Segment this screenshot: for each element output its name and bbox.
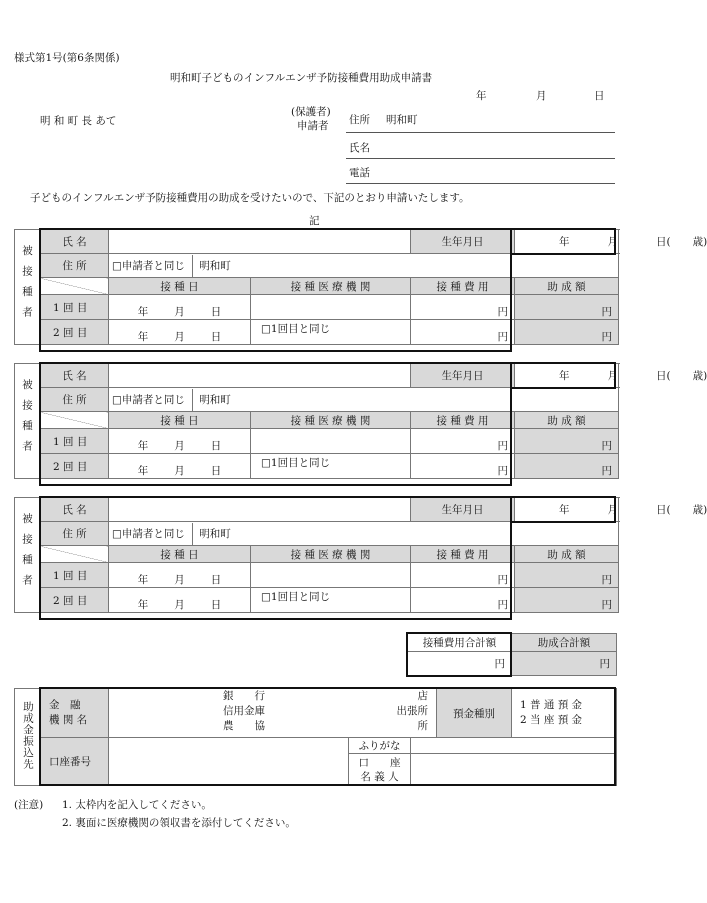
applicant-label: 申請者 [297,120,329,132]
note-2: 2. 裏面に医療機関の領収書を添付してください。 [62,817,296,829]
birthdate-label: 生年月日 [411,364,515,388]
institution-label: 金 融 機 関 名 [41,689,109,738]
account-holder-field[interactable] [411,754,617,786]
furigana-label: ふりがな [349,738,411,754]
recipient-name-field[interactable] [109,230,411,254]
first-dose-date[interactable]: 年 月 日 [109,563,251,588]
second-dose-facility[interactable] [251,320,411,345]
notes-label: (注意) [14,799,44,811]
first-dose-cost[interactable]: 円 [411,429,515,454]
col-subsidy-amount: 助 成 額 [515,278,619,295]
recipient-name-field[interactable] [109,498,411,522]
first-dose-subsidy: 円 [515,429,619,454]
first-dose-subsidy: 円 [515,295,619,320]
applicant-name-label: 氏名 [349,142,370,154]
header-diagonal-cell [41,278,109,295]
second-dose-facility[interactable] [251,588,411,613]
subsidy-total-label: 助成合計額 [512,634,617,652]
furigana-field[interactable] [411,738,617,754]
recipient-address-field[interactable]: □申請者と同じ 明和町 [109,254,619,278]
addressee: 明 和 町 長 あて [40,115,117,127]
first-dose-date[interactable]: 年 月 日 [109,429,251,454]
second-dose-subsidy: 円 [515,454,619,479]
col-vaccination-cost: 接 種 費 用 [411,278,515,295]
guardian-label: (保護者) [291,106,331,118]
cost-total-label: 接種費用合計額 [408,634,512,652]
recipient-table-3 [14,497,707,613]
same-as-first-checkbox[interactable]: □1回目と同じ [261,591,331,603]
totals-table [407,633,617,676]
date-month-label: 月 [536,90,547,102]
birthdate-label: 生年月日 [411,498,515,522]
same-as-applicant-checkbox[interactable]: □申請者と同じ [112,527,185,540]
same-as-first-checkbox[interactable]: □1回目と同じ [261,323,331,335]
recipient-address-label: 住 所 [41,522,109,546]
col-vaccination-date: 接 種 日 [109,278,251,295]
bank-table [14,688,617,786]
second-dose-cost[interactable]: 円 [411,454,515,479]
recipient-address-field[interactable]: □申請者と同じ 明和町 [109,388,619,412]
first-dose-cost[interactable]: 円 [411,295,515,320]
birthdate-field[interactable]: 年 月 日( 歳) [515,230,619,254]
header-diagonal-cell [41,412,109,429]
col-medical-facility: 接 種 医 療 機 関 [251,412,411,429]
first-dose-facility[interactable] [251,429,411,454]
recipient-table-2 [14,363,707,479]
first-dose-date[interactable]: 年 月 日 [109,295,251,320]
applicant-address-label: 住所 [349,114,370,126]
col-vaccination-date: 接 種 日 [109,546,251,563]
note-1: 1. 太枠内を記入してください。 [62,799,212,811]
col-medical-facility: 接 種 医 療 機 関 [251,546,411,563]
subsidy-total-value: 円 [512,652,617,676]
institution-field[interactable]: 銀 行 信用金庫 農 協 店 出張所 所 [109,689,437,738]
recipient-side-label: 被接種者 [15,364,41,479]
row-first-dose: 1 回 目 [41,429,109,454]
second-dose-date[interactable]: 年 月 日 [109,320,251,345]
col-vaccination-cost: 接 種 費 用 [411,546,515,563]
form-number: 様式第1号(第6条関係) [14,52,120,64]
recipient-address-label: 住 所 [41,254,109,278]
application-statement: 子どものインフルエンザ予防接種費用の助成を受けたいので、下記のとおり申請いたします。 [30,192,470,204]
recipient-name-field[interactable] [109,364,411,388]
recipient-table-1 [14,229,707,345]
recipient-side-label: 被接種者 [15,230,41,345]
birthdate-field[interactable]: 年 月 日( 歳) [515,364,619,388]
date-day-label: 日 [594,90,605,102]
col-vaccination-cost: 接 種 費 用 [411,412,515,429]
recipient-name-label: 氏 名 [41,364,109,388]
form-title: 明和町子どものインフルエンザ予防接種費用助成申請書 [170,72,433,84]
second-dose-cost[interactable]: 円 [411,588,515,613]
deposit-type-label: 預金種別 [437,689,512,738]
col-medical-facility: 接 種 医 療 機 関 [251,278,411,295]
row-second-dose: 2 回 目 [41,454,109,479]
bank-side-label: 助成金振込先 [15,689,41,786]
birthdate-field[interactable]: 年 月 日( 歳) [515,498,619,522]
col-vaccination-date: 接 種 日 [109,412,251,429]
recipient-side-label: 被接種者 [15,498,41,613]
same-as-applicant-checkbox[interactable]: □申請者と同じ [112,393,185,406]
first-dose-facility[interactable] [251,295,411,320]
applicant-address-value[interactable]: 明和町 [386,114,418,126]
row-second-dose: 2 回 目 [41,320,109,345]
recipient-name-label: 氏 名 [41,498,109,522]
col-subsidy-amount: 助 成 額 [515,546,619,563]
recipient-address-label: 住 所 [41,388,109,412]
ki-label: 記 [309,215,320,227]
account-holder-label: 口 座 名 義 人 [349,754,411,786]
applicant-phone-label: 電話 [349,167,370,179]
account-number-field[interactable] [109,738,349,786]
col-subsidy-amount: 助 成 額 [515,412,619,429]
second-dose-subsidy: 円 [515,320,619,345]
recipient-address-field[interactable]: □申請者と同じ 明和町 [109,522,619,546]
header-diagonal-cell [41,546,109,563]
account-number-label: 口座番号 [41,738,109,786]
second-dose-facility[interactable] [251,454,411,479]
first-dose-subsidy: 円 [515,563,619,588]
row-second-dose: 2 回 目 [41,588,109,613]
row-first-dose: 1 回 目 [41,563,109,588]
first-dose-facility[interactable] [251,563,411,588]
second-dose-subsidy: 円 [515,588,619,613]
second-dose-cost[interactable]: 円 [411,320,515,345]
first-dose-cost[interactable]: 円 [411,563,515,588]
birthdate-label: 生年月日 [411,230,515,254]
cost-total-value[interactable]: 円 [408,652,512,676]
same-as-applicant-checkbox[interactable]: □申請者と同じ [112,259,185,272]
same-as-first-checkbox[interactable]: □1回目と同じ [261,457,331,469]
date-year-label: 年 [476,90,487,102]
second-dose-date[interactable]: 年 月 日 [109,588,251,613]
deposit-type-options[interactable]: 1 普 通 預 金 2 当 座 預 金 [512,689,617,738]
second-dose-date[interactable]: 年 月 日 [109,454,251,479]
row-first-dose: 1 回 目 [41,295,109,320]
recipient-name-label: 氏 名 [41,230,109,254]
